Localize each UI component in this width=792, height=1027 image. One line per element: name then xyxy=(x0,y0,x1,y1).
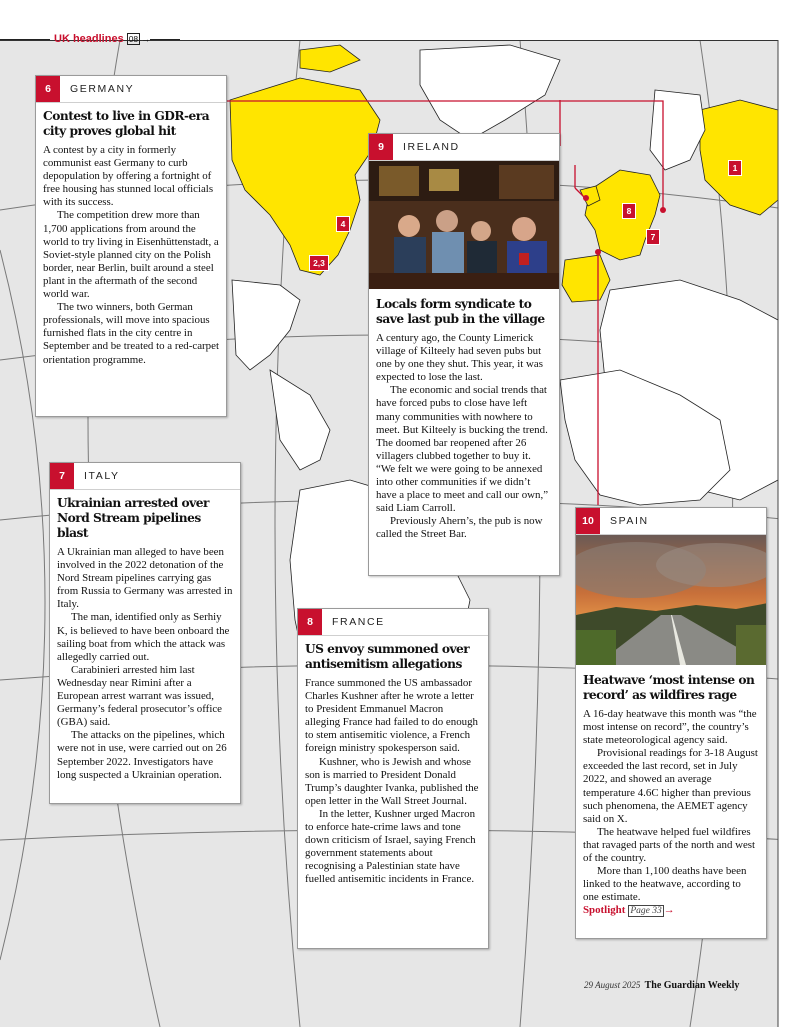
story-body xyxy=(57,546,233,782)
spotlight-label: Spotlight xyxy=(583,904,626,917)
story-tag xyxy=(298,609,488,636)
spotlight-line xyxy=(583,904,759,918)
arrow-right-icon: → xyxy=(141,34,151,44)
story-paragraph: Carabinieri arrested him last Wednesday near Rimini after a European arrest warrant was issued, Germany’s federal prosecutor’s office (GBA) said. xyxy=(57,663,223,729)
map-marker[interactable]: 2,3 xyxy=(309,255,329,271)
story-card-spain xyxy=(575,507,767,939)
story-headline: Locals form syndicate to save last pub in the village xyxy=(376,297,545,326)
story-tag xyxy=(50,463,240,490)
header-rule xyxy=(0,39,50,40)
map-marker[interactable]: 4 xyxy=(336,216,350,232)
story-number: 9 xyxy=(369,134,393,160)
story-paragraph: The man, identified only as Serhiy K, is believed to have been onboard the sailing boat from which the attack was allegedly carried out. xyxy=(57,611,230,663)
issue-date: 29 August 2025 xyxy=(584,980,641,990)
pub-photo-image xyxy=(369,161,559,289)
section-header xyxy=(0,33,180,45)
map-marker[interactable]: 1 xyxy=(728,160,742,176)
header-rule xyxy=(150,39,180,40)
story-paragraph: Provisional readings for 3-18 August exceeded the last record, set in July 2022, and showed an average temperature 4.6C higher than previous such phenomena, the AEMET agency said on X. xyxy=(583,747,758,825)
story-paragraph: In the letter, Kushner urged Macron to enforce hate-crime laws and tone down criticism of Israel, saying French government statements about recognising a Palestinian state have fuelled antisemitic incidents in France. xyxy=(305,807,476,886)
story-body xyxy=(376,332,552,542)
story-country: ITALY xyxy=(84,470,120,482)
story-number: 7 xyxy=(50,463,74,489)
story-country: SPAIN xyxy=(610,515,649,527)
page-ref[interactable]: 08 xyxy=(128,34,139,44)
story-body xyxy=(43,144,219,367)
spotlight-link[interactable] xyxy=(583,904,675,916)
story-paragraph: More than 1,100 deaths have been linked to the heatwave, according to one estimate. xyxy=(583,865,747,904)
story-headline: Heatwave ‘most intense on record’ as wildfires rage xyxy=(583,673,755,702)
arrow-right-icon: → xyxy=(663,904,675,917)
story-paragraph: A Ukrainian man alleged to have been involved in the 2022 detonation of the Nord Stream pipelines carrying gas from Russia to Germany was arrested in Italy. xyxy=(57,546,233,611)
story-paragraph: The heatwave helped fuel wildfires that ravaged parts of the north and west of the country. xyxy=(583,825,756,865)
page-footer xyxy=(584,980,739,991)
story-paragraph: A contest by a city in formerly communist east Germany to curb depopulation by offering a fortnight of free housing has stunned local officials with its success. xyxy=(43,144,214,209)
spotlight-page: Page 33 xyxy=(630,906,662,917)
story-headline: Ukrainian arrested over Nord Stream pipelines blast xyxy=(57,496,209,540)
story-card-italy xyxy=(49,462,241,804)
story-paragraph: Previously Ahern’s, the pub is now called the Street Bar. xyxy=(376,515,543,541)
story-card-germany xyxy=(35,75,227,417)
section-label: UK headlines xyxy=(54,33,124,45)
map-marker[interactable]: 8 xyxy=(622,203,636,219)
story-country: IRELAND xyxy=(403,141,460,153)
story-tag xyxy=(576,508,766,535)
pub-photo xyxy=(369,161,559,289)
story-paragraph: The attacks on the pipelines, which were not in use, were carried out on 26 September 2022. Investigators have long suspected a Ukrainian operation. xyxy=(57,729,227,781)
story-paragraph: The competition drew more than 1,700 applications from around the world to try living in Eisenhüttenstadt, a Soviet-style planned city on the Polish border, near Berlin, built around a steel plant in the aftermath of the second world war. xyxy=(43,209,219,301)
map-marker[interactable]: 7 xyxy=(646,229,660,245)
story-paragraph: The economic and social trends that have forced pubs to close have left many communities with nowhere to meet. But Kilteely is bucking the trend. The doomed bar reopened after 26 villagers clubbed together to buy it. “We felt we were going to be annexed into other communities if we didn’t have a place to meet and call our own,” said Liam Carroll. xyxy=(376,384,549,515)
story-number: 8 xyxy=(298,609,322,635)
story-country: GERMANY xyxy=(70,83,135,95)
wildfire-photo-image xyxy=(576,535,766,665)
story-country: FRANCE xyxy=(332,616,385,628)
story-headline: Contest to live in GDR-era city proves global hit xyxy=(43,109,210,138)
story-tag xyxy=(369,134,559,161)
story-card-ireland xyxy=(368,133,560,576)
story-paragraph: France summoned the US ambassador Charles Kushner after he wrote a letter to President Emmanuel Macron alleging France had failed to do enough to stem antisemitic violence, a French foreign ministry spokesperson said. xyxy=(305,677,478,755)
story-paragraph: A 16-day heatwave this month was “the most intense on record”, the country’s state meteorological agency said. xyxy=(583,708,757,747)
story-number: 6 xyxy=(36,76,60,102)
story-number: 10 xyxy=(576,508,600,534)
wildfire-photo xyxy=(576,535,766,665)
story-card-france xyxy=(297,608,489,949)
story-tag xyxy=(36,76,226,103)
story-paragraph: A century ago, the County Limerick village of Kilteely had seven pubs but one by one they shut. This year, it was expected to lose the last. xyxy=(376,332,543,384)
story-headline: US envoy summoned over antisemitism allegations xyxy=(305,642,470,671)
story-paragraph: Kushner, who is Jewish and whose son is married to President Donald Trump’s daughter Ivanka, published the open letter in the Wall Street Journal. xyxy=(305,755,479,807)
story-body xyxy=(583,708,759,919)
story-paragraph: The two winners, both German professionals, will move into spacious furnished flats in the city centre in September and be treated to a red-carpet orientation programme. xyxy=(43,301,219,366)
story-body xyxy=(305,677,481,887)
publication-name: The Guardian Weekly xyxy=(644,980,740,991)
